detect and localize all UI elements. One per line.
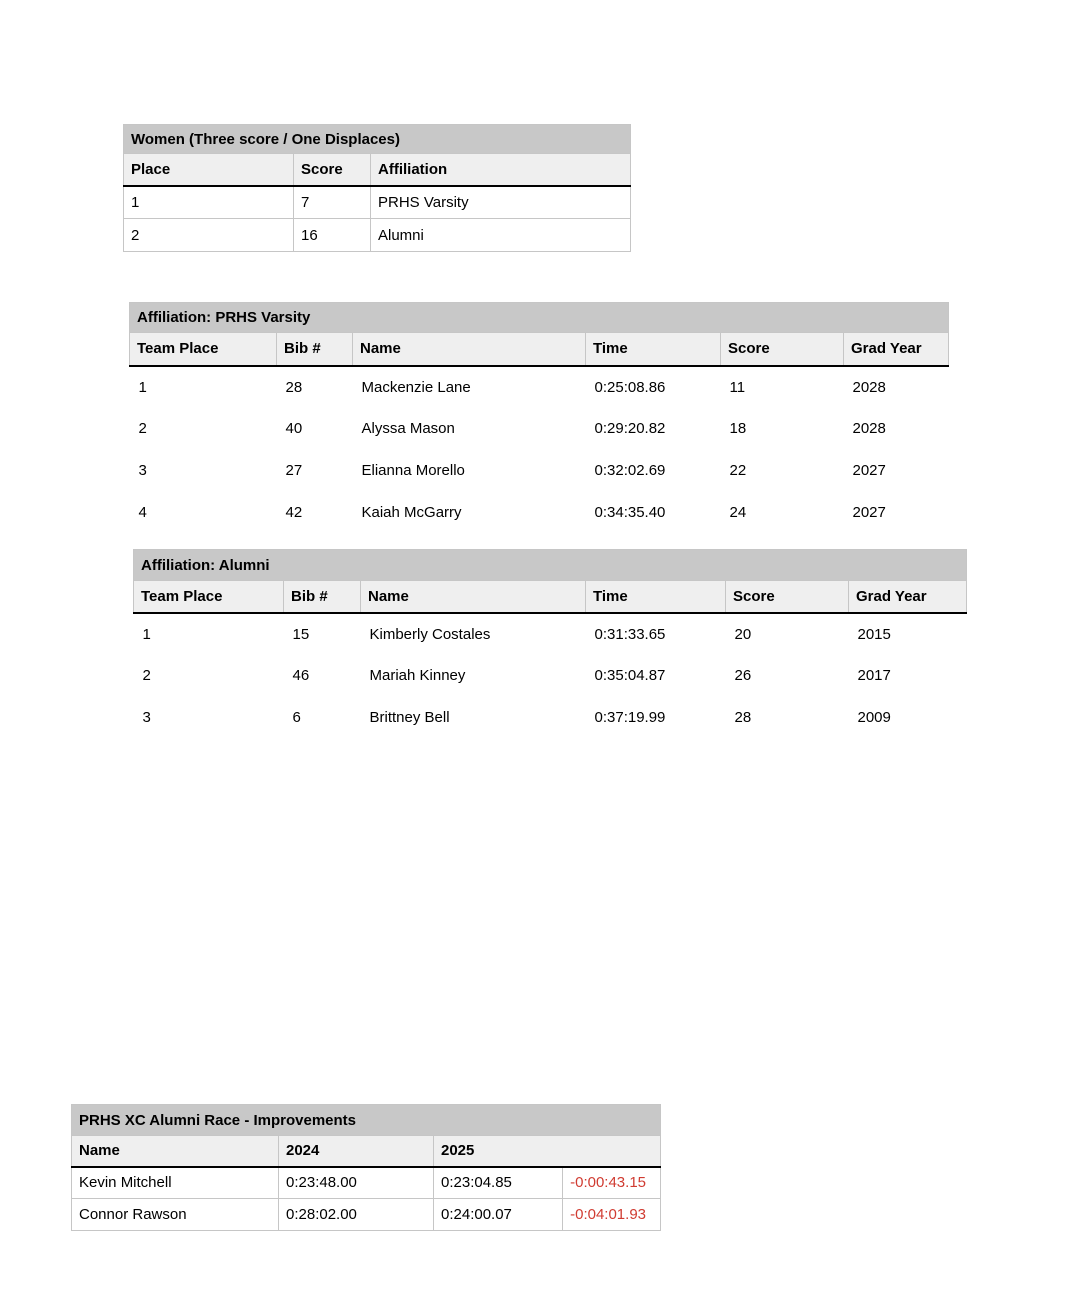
col-header-name: Name <box>353 333 586 366</box>
cell-team-place: 2 <box>138 420 147 437</box>
cell-time: 0:25:08.86 <box>594 378 666 396</box>
cell-place: 2 <box>124 219 294 252</box>
varsity-table-title: Affiliation: PRHS Varsity <box>130 303 949 333</box>
cell-name: Kevin Mitchell <box>72 1167 279 1199</box>
cell-time: 0:32:02.69 <box>594 462 666 479</box>
cell-name: Mackenzie Lane <box>361 378 471 396</box>
col-header-bib: Bib # <box>277 333 353 366</box>
col-header-2024: 2024 <box>279 1136 434 1167</box>
table-row <box>134 697 967 739</box>
col-header-team-place: Team Place <box>134 581 284 613</box>
women-scores-title: Women (Three score / One Displaces) <box>124 125 631 154</box>
varsity-results-table <box>129 302 949 534</box>
table-row <box>124 219 631 252</box>
cell-grad-year: 2009 <box>857 709 891 726</box>
table-row <box>130 408 949 450</box>
cell-score: 7 <box>294 186 371 219</box>
cell-time-2024: 0:28:02.00 <box>279 1199 434 1231</box>
cell-name: Kimberly Costales <box>369 625 491 643</box>
table-row <box>130 366 949 408</box>
cell-time: 0:34:35.40 <box>594 504 666 521</box>
cell-grad-year: 2015 <box>857 625 891 643</box>
cell-time: 0:35:04.87 <box>594 667 666 684</box>
cell-score: 11 <box>729 378 746 396</box>
cell-score: 22 <box>729 462 747 479</box>
cell-name: Brittney Bell <box>369 709 450 726</box>
alumni-results-table <box>133 549 967 739</box>
col-header-name: Name <box>72 1136 279 1167</box>
cell-grad-year: 2027 <box>852 462 886 479</box>
table-row <box>72 1167 661 1199</box>
cell-grad-year: 2028 <box>852 420 886 437</box>
cell-improvement-delta: -0:04:01.93 <box>563 1199 661 1231</box>
table-row <box>130 450 949 492</box>
cell-bib: 15 <box>292 625 310 643</box>
col-header-team-place: Team Place <box>130 333 277 366</box>
cell-time-2024: 0:23:48.00 <box>279 1167 434 1199</box>
cell-affiliation: Alumni <box>371 219 631 252</box>
col-header-score: Score <box>726 581 849 613</box>
col-header-score: Score <box>721 333 844 366</box>
cell-team-place: 4 <box>138 504 147 521</box>
cell-score: 24 <box>729 504 747 521</box>
cell-name: Kaiah McGarry <box>361 504 462 521</box>
cell-score: 20 <box>734 625 752 643</box>
alumni-table-title: Affiliation: Alumni <box>134 550 967 581</box>
cell-time: 0:31:33.65 <box>594 625 666 643</box>
table-row <box>134 655 967 697</box>
cell-name: Connor Rawson <box>72 1199 279 1231</box>
cell-grad-year: 2027 <box>852 504 886 521</box>
col-header-grad-year: Grad Year <box>849 581 967 613</box>
cell-team-place: 3 <box>142 709 151 726</box>
col-header-time: Time <box>586 581 726 613</box>
col-header-affiliation: Affiliation <box>371 154 631 186</box>
table-row <box>124 186 631 219</box>
col-header-name: Name <box>361 581 586 613</box>
cell-name: Elianna Morello <box>361 462 465 479</box>
cell-grad-year: 2017 <box>857 667 891 684</box>
table-row <box>130 492 949 534</box>
col-header-grad-year: Grad Year <box>844 333 949 366</box>
cell-team-place: 1 <box>142 625 151 643</box>
col-header-score: Score <box>294 154 371 186</box>
cell-team-place: 1 <box>138 378 147 396</box>
col-header-2025: 2025 <box>434 1136 661 1167</box>
col-header-bib: Bib # <box>284 581 361 613</box>
cell-score: 18 <box>729 420 747 437</box>
cell-bib: 6 <box>292 709 301 726</box>
col-header-place: Place <box>124 154 294 186</box>
table-row <box>72 1199 661 1231</box>
cell-grad-year: 2028 <box>852 378 886 396</box>
cell-team-place: 3 <box>138 462 147 479</box>
cell-place: 1 <box>124 186 294 219</box>
cell-time-2025: 0:24:00.07 <box>434 1199 563 1231</box>
cell-bib: 28 <box>285 378 303 396</box>
cell-name: Alyssa Mason <box>361 420 455 437</box>
cell-bib: 27 <box>285 462 303 479</box>
table-row <box>134 613 967 655</box>
cell-time: 0:37:19.99 <box>594 709 666 726</box>
col-header-time: Time <box>586 333 721 366</box>
cell-time: 0:29:20.82 <box>594 420 666 437</box>
cell-improvement-delta: -0:00:43.15 <box>563 1167 661 1199</box>
cell-score: 26 <box>734 667 752 684</box>
cell-bib: 40 <box>285 420 303 437</box>
cell-bib: 42 <box>285 504 303 521</box>
cell-bib: 46 <box>292 667 310 684</box>
cell-affiliation: PRHS Varsity <box>371 186 631 219</box>
improvements-table-title: PRHS XC Alumni Race - Improvements <box>72 1105 661 1136</box>
cell-time-2025: 0:23:04.85 <box>434 1167 563 1199</box>
cell-team-place: 2 <box>142 667 151 684</box>
cell-score: 28 <box>734 709 752 726</box>
cell-name: Mariah Kinney <box>369 667 466 684</box>
cell-score: 16 <box>294 219 371 252</box>
improvements-table <box>71 1104 661 1231</box>
women-scores-table <box>123 124 631 252</box>
